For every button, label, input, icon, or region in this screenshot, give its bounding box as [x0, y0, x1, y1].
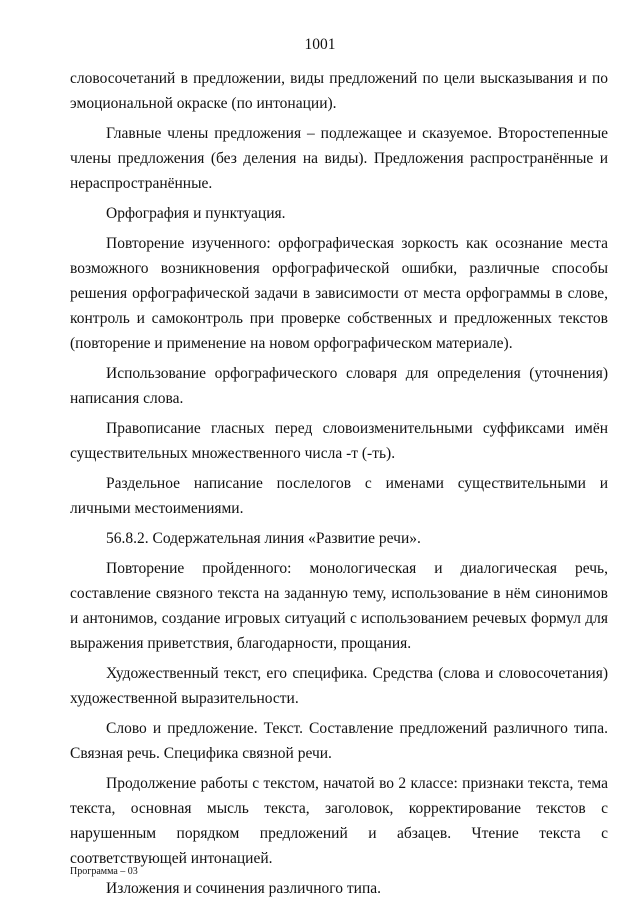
- paragraph-compositions: Изложения и сочинения различного типа.: [106, 880, 381, 897]
- paragraph-orthography-heading: Орфография и пунктуация.: [106, 205, 286, 222]
- paragraph-literary-text: Художественный текст, его специфика. Средства (слова и словосочетания) художественной выразительности.: [70, 665, 608, 707]
- page-number: 1001: [304, 36, 336, 53]
- page-footer: Программа – 03: [70, 866, 138, 877]
- paragraph-continuation: словосочетаний в предложении, виды предложений по цели высказывания и по эмоциональной окраске (по интонации).: [70, 70, 608, 112]
- paragraph-dictionary: Использование орфографического словаря для определения (уточнения) написания слова.: [70, 365, 608, 407]
- section-heading-speech-development: 56.8.2. Содержательная линия «Развитие речи».: [106, 530, 421, 547]
- document-body: [70, 66, 608, 906]
- paragraph-main-members: Главные члены предложения – подлежащее и сказуемое. Второстепенные члены предложения (без деления на виды). Предложения распространённые и нераспространённые.: [70, 125, 608, 192]
- paragraph-review: Повторение изученного: орфографическая зоркость как осознание места возможного возникновения орфографической ошибки, различные способы решения орфографической задачи в зависимости от места орфограммы в слове, контроль и самоконтроль при проверке собственных и предложенных текстов (повторение и применение на новом орфографическом материале).: [70, 235, 608, 352]
- paragraph-word-sentence: Слово и предложение. Текст. Составление предложений различного типа. Связная речь. Специфика связной речи.: [70, 720, 608, 762]
- paragraph-vowel-spelling: Правописание гласных перед словоизменительными суффиксами имён существительных множественного числа -т (-ть).: [70, 420, 608, 462]
- paragraph-text-work: Продолжение работы с текстом, начатой во 2 классе: признаки текста, тема текста, основная мысль текста, заголовок, корректирование текстов с нарушенным порядком предложений и абзацев. Чтение текста с соответствующей интонацией.: [70, 775, 608, 867]
- paragraph-postpositions: Раздельное написание послелогов с именами существительными и личными местоимениями.: [70, 475, 608, 517]
- paragraph-speech-review: Повторение пройденного: монологическая и диалогическая речь, составление связного текста на заданную тему, использование в нём синонимов и антонимов, создание игровых ситуаций с использованием речевых формул для выражения приветствия, благодарности, прощания.: [70, 560, 608, 652]
